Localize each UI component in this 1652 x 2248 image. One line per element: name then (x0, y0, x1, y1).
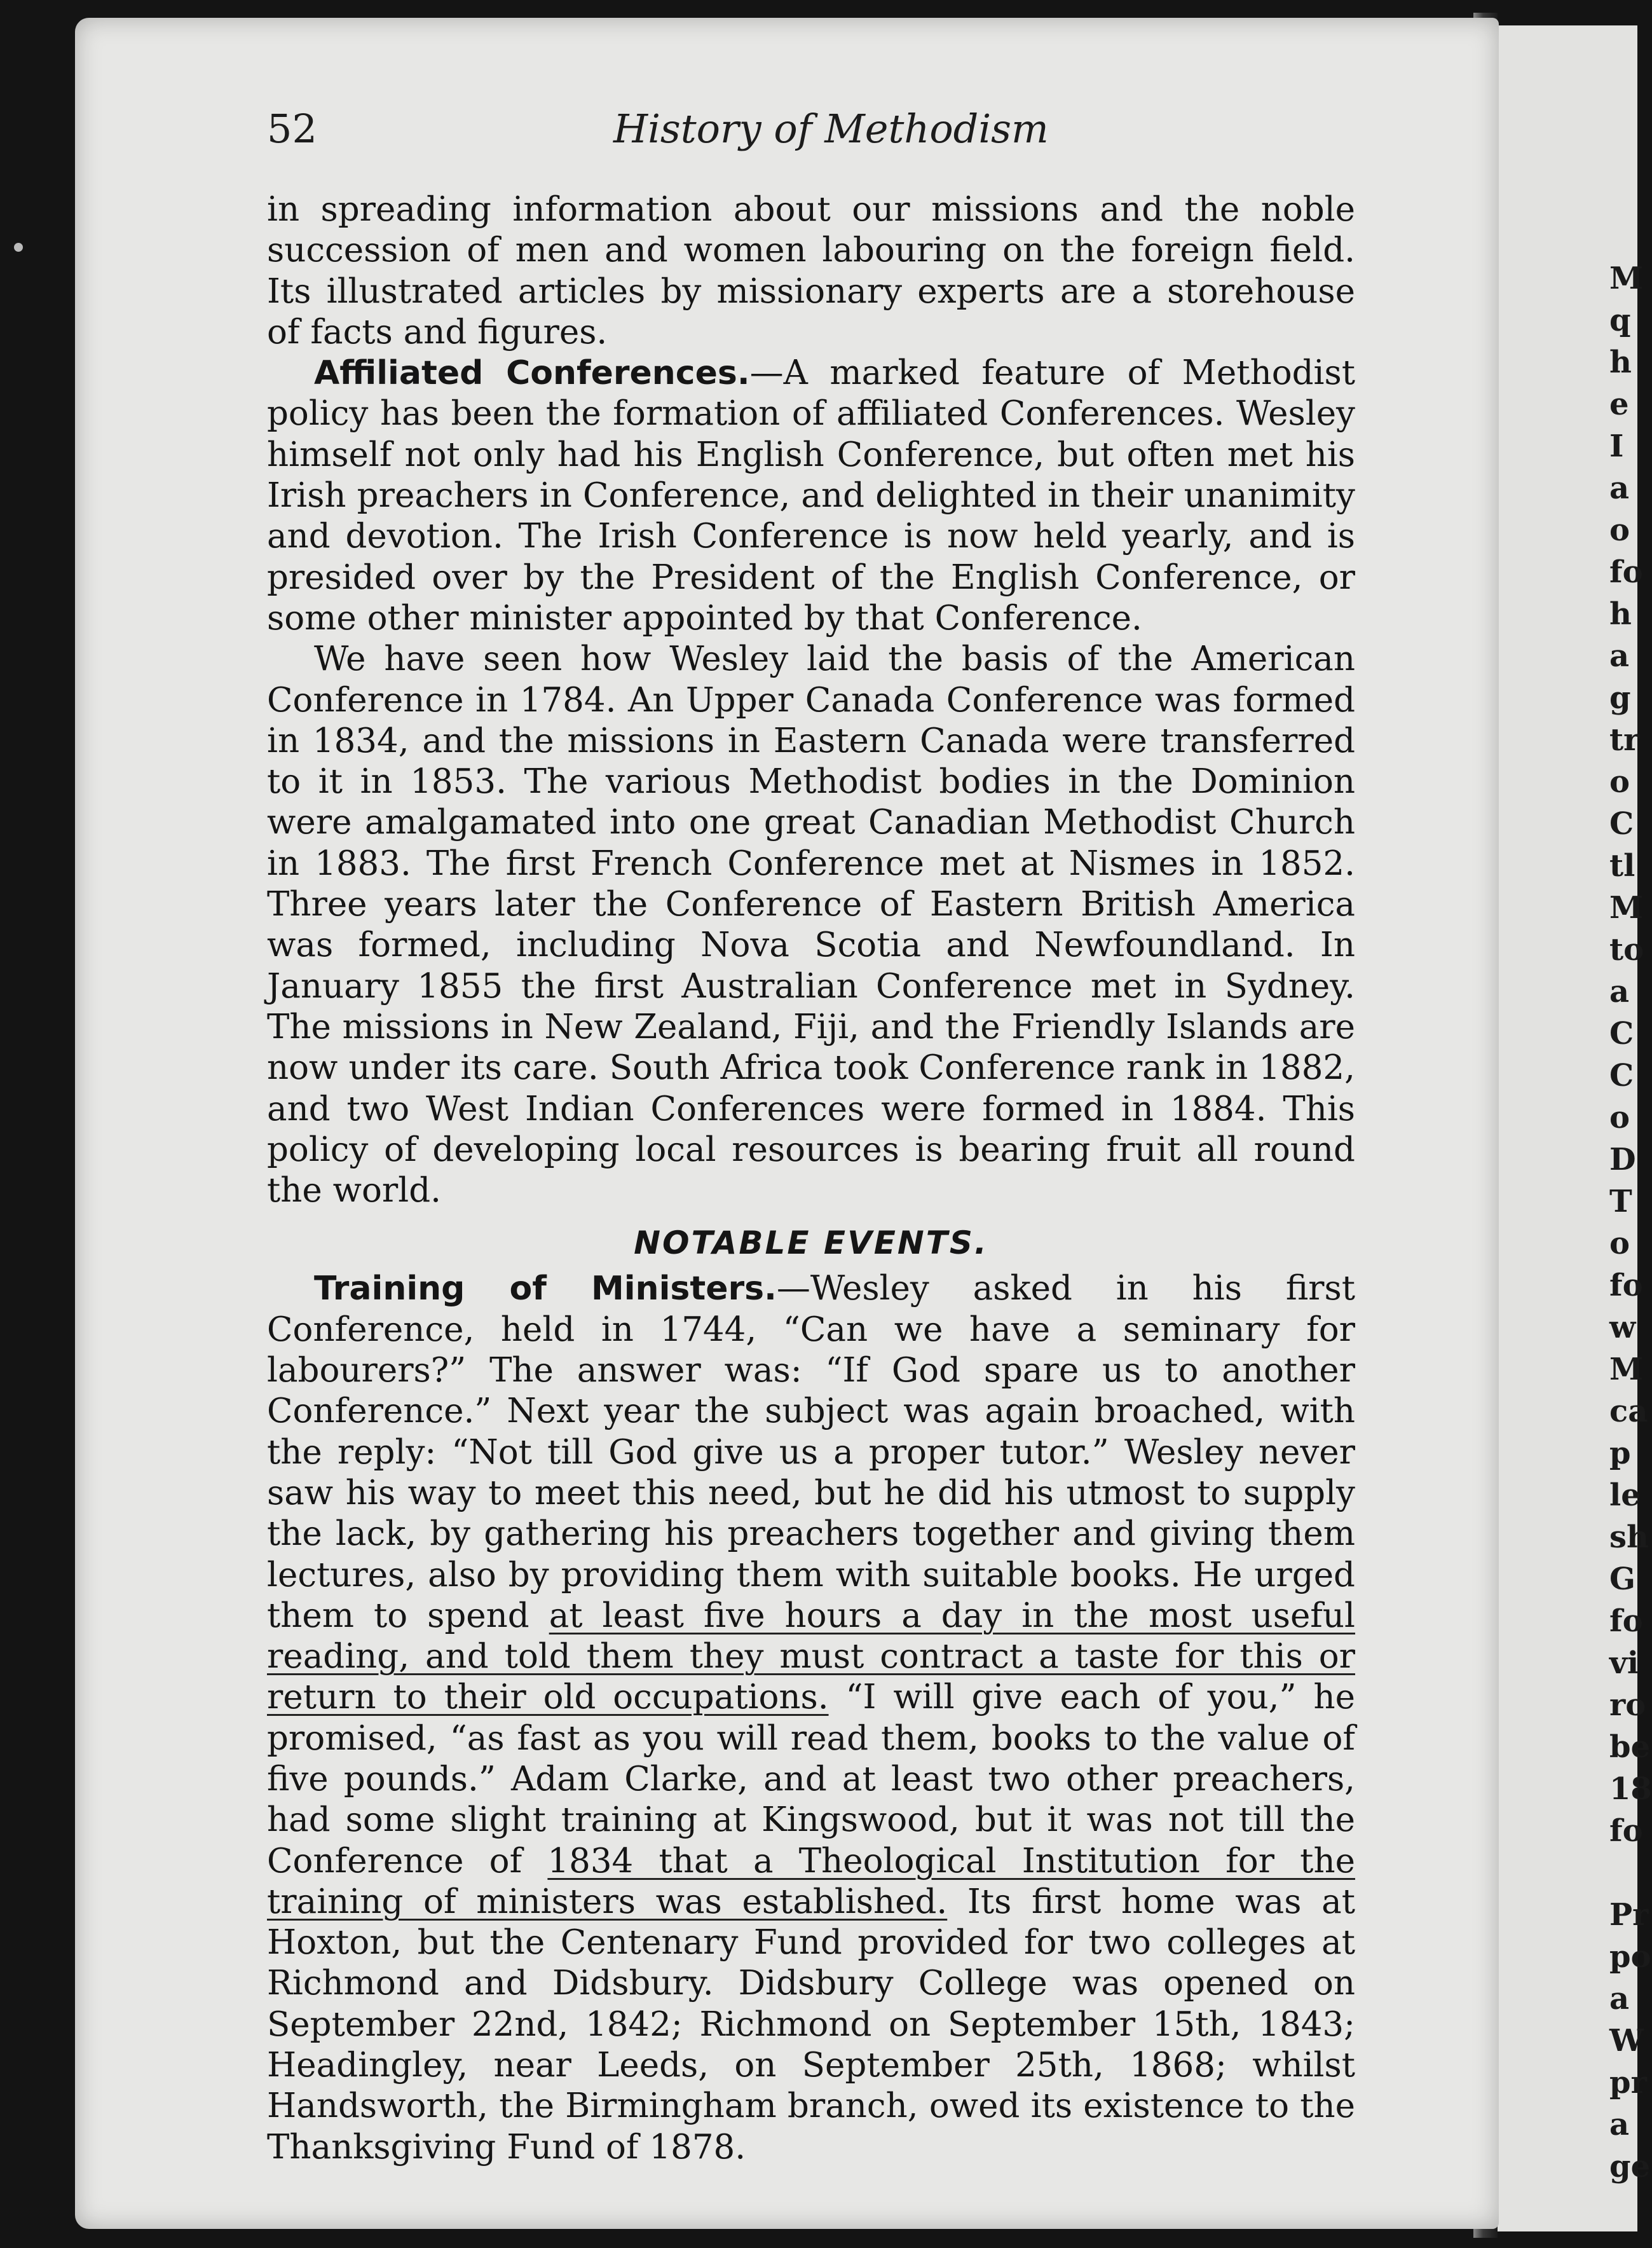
adjacent-line-fragment: tr (1609, 722, 1640, 758)
page-header (267, 106, 1386, 163)
adjacent-line-fragment: T (1609, 1184, 1632, 1219)
adjacent-line-fragment: a (1609, 2107, 1630, 2142)
adjacent-line-fragment: p (1609, 1436, 1631, 1471)
adjacent-line-fragment: to (1609, 932, 1644, 968)
adjacent-line-fragment: fo (1609, 554, 1643, 590)
adjacent-line-fragment: h (1609, 596, 1632, 632)
adjacent-line-fragment: e (1609, 387, 1629, 422)
adjacent-line-fragment: ca (1609, 1394, 1648, 1429)
adjacent-line-fragment: G (1609, 1561, 1635, 1597)
adjacent-line-fragment: fo (1609, 1813, 1643, 1849)
adjacent-line-fragment: po (1609, 1939, 1651, 1975)
adjacent-line-fragment: C (1609, 1058, 1634, 1093)
paragraph-text: —A marked feature of Methodist policy has been the formation of affiliated Conferences. Wesley himself not only had his English Conference, but often met his Irish preachers in Conference, and delighted in their unanimity and devotion. The Irish Conference is now held yearly, and is presided over by the President of the English Conference, or some other minister appointed by that Conference. (267, 353, 1355, 638)
adjacent-line-fragment: W (1609, 2023, 1644, 2059)
adjacent-line-fragment: sh (1609, 1519, 1649, 1555)
adjacent-line-fragment: o (1609, 512, 1630, 548)
adjacent-line-fragment: fo (1609, 1268, 1643, 1303)
adjacent-line-fragment: h (1609, 345, 1632, 380)
adjacent-line-fragment: a (1609, 638, 1630, 674)
page-number: 52 (267, 106, 317, 152)
paragraph-text: Its first home was at Hoxton, but the Centenary Fund provided for two colleges at Richmond and Didsbury. Didsbury College was opened on September 22nd, 1842; Richmond on September 15th, 1843; Headingley, near Leeds, on September 25th, 1868; whilst Handsworth, the Birmingham branch, owed its existence to the Thanksgiving Fund of 1878. (267, 1882, 1355, 2167)
paragraph-affiliated-conferences (267, 353, 1355, 639)
adjacent-line-fragment: g (1609, 680, 1631, 716)
adjacent-line-fragment: fo (1609, 1603, 1643, 1639)
run-in-heading-affiliated: Affiliated Conferences. (314, 354, 750, 393)
running-title: History of Methodism (613, 106, 1049, 152)
adjacent-line-fragment: M (1609, 1352, 1644, 1387)
adjacent-line-fragment: C (1609, 1016, 1634, 1052)
adjacent-line-fragment: ge (1609, 2149, 1651, 2184)
adjacent-line-fragment: Pr (1609, 1897, 1649, 1933)
adjacent-line-fragment: M (1609, 261, 1644, 296)
underlined-passage: at least five hours a day in the most useful reading, and told them they must contract a taste for this or return to their old occupations. (267, 1596, 1356, 1717)
paragraph-continuation: in spreading information about our missions and the noble succession of men and women labouring on the foreign field. Its illustrated articles by missionary experts are a storehouse of facts and figures. (267, 190, 1355, 352)
paragraph-training-of-ministers (267, 1268, 1355, 2168)
paragraph-american-conference: We have seen how Wesley laid the basis of the American Conference in 1784. An Upper Canada Conference was formed in 1834, and the missions in Eastern Canada were transferred to it in 1853. The various Methodist bodies in the Dominion were amalgamated into one great Canadian Methodist Church in 1883. The first French Conference met at Nismes in 1852. Three years later the Conference of Eastern British America was formed, including Nova Scotia and Newfoundland. In January 1855 the first Australian Conference met in Sydney. The missions in New Zealand, Fiji, and the Friendly Islands are now under its care. South Africa took Conference rank in 1882, and two West Indian Conferences were formed in 1884. This policy of developing local resources is bearing fruit all round the world. (267, 640, 1355, 1210)
page-body (267, 189, 1355, 2168)
adjacent-line-fragment: I (1609, 428, 1624, 464)
adjacent-line-fragment: w (1609, 1310, 1636, 1345)
adjacent-line-fragment: M (1609, 890, 1644, 926)
adjacent-line-fragment: ro (1609, 1687, 1646, 1723)
adjacent-line-fragment: D (1609, 1142, 1636, 1177)
section-heading: NOTABLE EVENTS. (634, 1224, 988, 1262)
adjacent-line-fragment: a (1609, 1981, 1630, 2017)
adjacent-line-fragment: q (1609, 303, 1631, 338)
adjacent-line-fragment: o (1609, 1226, 1630, 1261)
adjacent-line-fragment: tl (1609, 848, 1635, 884)
paragraph-text: —Wesley asked in his first Conference, held in 1744, “Can we have a seminary for labourers?” The answer was: “If God spare us to another Conference.” Next year the subject was again broached, with the reply: “Not till God give us a proper tutor.” Wesley never saw his way to meet this need, but he did his utmost to supply the lack, by gathering his preachers together and giving them lectures, also by providing them with suitable books. He urged them to spend (267, 1269, 1356, 1635)
paragraph-text: “I will give each of you,” he promised, “as fast as you will read them, books to the value of five pounds.” Adam Clarke, and at least two other preachers, had some slight training at Kingswood, but it was not till the Conference of (267, 1678, 1355, 1881)
adjacent-line-fragment: a (1609, 470, 1630, 506)
run-in-heading-training: Training of Ministers. (314, 1270, 777, 1308)
margin-speck (14, 243, 23, 252)
adjacent-line-fragment: C (1609, 806, 1634, 842)
adjacent-line-fragment: pr (1609, 2065, 1647, 2101)
adjacent-line-fragment: vi (1609, 1645, 1639, 1681)
adjacent-line-fragment: o (1609, 1100, 1630, 1135)
adjacent-line-fragment: a (1609, 974, 1630, 1010)
adjacent-line-fragment: le (1609, 1477, 1641, 1513)
adjacent-line-fragment: be (1609, 1729, 1651, 1765)
adjacent-line-fragment: 18 (1609, 1771, 1652, 1807)
underlined-passage: 1834 that a Theological Institution for the training of ministers was established. (267, 1841, 1355, 1921)
adjacent-line-fragment: o (1609, 764, 1630, 800)
